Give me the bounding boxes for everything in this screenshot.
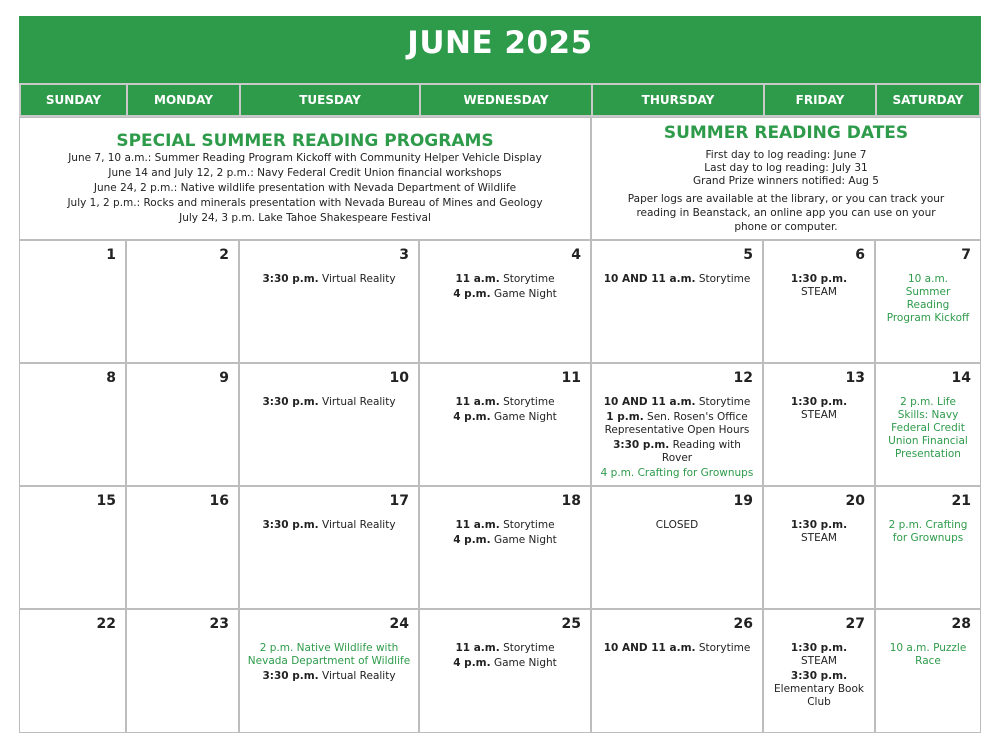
day-events <box>876 273 980 327</box>
day-events <box>592 273 762 288</box>
day-cell <box>239 363 419 486</box>
dates-line: First day to log reading: June 7 <box>705 149 867 161</box>
programs-title: SPECIAL SUMMER READING PROGRAMS <box>116 131 494 151</box>
day-events <box>420 396 590 426</box>
event-time: 3:30 p.m. <box>790 670 848 682</box>
event-text: STEAM <box>801 409 837 421</box>
event-item <box>246 642 412 668</box>
event-time: 1:30 p.m. <box>790 519 848 531</box>
day-events <box>592 519 762 534</box>
day-number: 10 <box>389 370 409 386</box>
event-time: 11 a.m. <box>455 273 500 285</box>
day-cell <box>126 486 239 609</box>
day-cell <box>591 609 763 733</box>
day-number: 22 <box>96 616 116 632</box>
event-time: 11 a.m. <box>455 396 500 408</box>
program-line: June 24, 2 p.m.: Native wildlife presentation with Nevada Department of Wildlife <box>93 182 517 194</box>
event-text: Game Night <box>490 657 557 669</box>
event-item <box>598 519 756 532</box>
dates-line: Grand Prize winners notified: Aug 5 <box>693 175 879 187</box>
day-cell <box>126 240 239 363</box>
event-item <box>426 657 584 670</box>
day-number: 16 <box>209 493 229 509</box>
event-item <box>774 519 864 545</box>
event-item <box>774 273 864 299</box>
day-number: 20 <box>845 493 865 509</box>
event-text: Storytime <box>695 273 751 285</box>
event-text: 4 p.m. Crafting for Grownups <box>600 467 754 479</box>
program-line: July 1, 2 p.m.: Rocks and minerals presentation with Nevada Bureau of Mines and Geology <box>67 197 543 209</box>
day-cell <box>19 609 126 733</box>
day-cell <box>419 609 591 733</box>
day-events <box>240 642 418 685</box>
event-time: 10 AND 11 a.m. <box>603 273 696 285</box>
day-events <box>764 396 874 424</box>
day-cell <box>239 240 419 363</box>
day-events <box>240 519 418 534</box>
event-item <box>426 273 584 286</box>
day-events <box>764 519 874 547</box>
event-time: 3:30 p.m. <box>262 396 319 408</box>
day-events <box>592 396 762 482</box>
event-text: STEAM <box>801 655 837 667</box>
day-number: 25 <box>561 616 581 632</box>
day-number: 1 <box>106 247 116 263</box>
event-time: 3:30 p.m. <box>613 439 670 451</box>
day-number: 17 <box>389 493 409 509</box>
day-cell <box>875 363 981 486</box>
event-item <box>774 642 864 668</box>
day-number: 3 <box>399 247 409 263</box>
event-item <box>598 411 756 437</box>
day-cell <box>763 240 875 363</box>
day-number: 23 <box>209 616 229 632</box>
day-events <box>764 273 874 301</box>
event-time: 10 AND 11 a.m. <box>603 642 696 654</box>
event-time: 4 p.m. <box>453 288 491 300</box>
event-item <box>886 396 970 461</box>
day-number: 12 <box>733 370 753 386</box>
event-time: 4 p.m. <box>453 411 491 423</box>
calendar-title <box>19 16 981 83</box>
event-time: 11 a.m. <box>455 642 500 654</box>
day-cell <box>875 486 981 609</box>
event-time: 1:30 p.m. <box>790 396 848 408</box>
day-cell <box>19 363 126 486</box>
event-item <box>598 439 756 465</box>
day-cell <box>126 609 239 733</box>
day-cell <box>239 609 419 733</box>
event-text: Virtual Reality <box>318 670 396 682</box>
day-number: 26 <box>733 616 753 632</box>
event-item <box>426 519 584 532</box>
weekday-friday: FRIDAY <box>763 83 875 117</box>
event-time: 3:30 p.m. <box>262 273 319 285</box>
event-item <box>426 534 584 547</box>
day-events <box>876 396 980 463</box>
event-text: Virtual Reality <box>318 396 396 408</box>
event-item <box>598 642 756 655</box>
day-number: 4 <box>571 247 581 263</box>
event-time: 11 a.m. <box>455 519 500 531</box>
event-item <box>886 273 970 325</box>
event-text: CLOSED <box>655 519 699 531</box>
weekday-header-row <box>19 83 981 117</box>
event-item <box>246 519 412 532</box>
event-time: 4 p.m. <box>453 534 491 546</box>
day-events <box>876 642 980 670</box>
day-number: 27 <box>845 616 865 632</box>
program-line: July 24, 3 p.m. Lake Tahoe Shakespeare Festival <box>179 212 431 224</box>
event-text: Game Night <box>490 534 557 546</box>
dates-title: SUMMER READING DATES <box>663 123 909 143</box>
summer-programs-box <box>19 117 591 240</box>
event-text: Storytime <box>499 519 555 531</box>
weekday-tuesday: TUESDAY <box>239 83 419 117</box>
event-item <box>598 273 756 286</box>
day-number: 15 <box>96 493 116 509</box>
event-text: Virtual Reality <box>318 273 396 285</box>
calendar-grid <box>19 83 981 733</box>
event-text: STEAM <box>801 286 837 298</box>
day-number: 5 <box>743 247 753 263</box>
event-item <box>426 642 584 655</box>
event-text: 2 p.m. Crafting for Grownups <box>888 519 968 544</box>
day-events <box>876 519 980 547</box>
program-line: June 14 and July 12, 2 p.m.: Navy Federal Credit Union financial workshops <box>108 167 502 179</box>
day-cell <box>419 486 591 609</box>
event-text: 10 a.m. Puzzle Race <box>889 642 967 667</box>
day-cell <box>126 363 239 486</box>
event-item <box>426 396 584 409</box>
day-number: 9 <box>219 370 229 386</box>
event-item <box>426 411 584 424</box>
event-item <box>246 273 412 286</box>
event-text: Elementary Book Club <box>774 683 864 708</box>
weekday-monday: MONDAY <box>126 83 239 117</box>
day-cell <box>591 486 763 609</box>
event-item <box>426 288 584 301</box>
day-cell <box>591 240 763 363</box>
event-time: 1:30 p.m. <box>790 273 848 285</box>
event-item <box>246 396 412 409</box>
event-item <box>246 670 412 683</box>
day-events <box>420 273 590 303</box>
program-line: June 7, 10 a.m.: Summer Reading Program Kickoff with Community Helper Vehicle Display <box>68 152 542 164</box>
summer-dates-box <box>591 117 981 240</box>
day-number: 6 <box>855 247 865 263</box>
month-title: JUNE 2025 <box>407 25 593 61</box>
day-number: 18 <box>561 493 581 509</box>
day-number: 24 <box>389 616 409 632</box>
event-time: 3:30 p.m. <box>262 670 319 682</box>
weekday-wednesday: WEDNESDAY <box>419 83 591 117</box>
day-number: 2 <box>219 247 229 263</box>
weekday-sunday: SUNDAY <box>19 83 126 117</box>
weekday-thursday: THURSDAY <box>591 83 763 117</box>
day-events <box>592 642 762 657</box>
event-item <box>774 396 864 422</box>
event-item <box>886 642 970 668</box>
event-item <box>774 670 864 709</box>
day-number: 21 <box>951 493 971 509</box>
day-cell <box>19 486 126 609</box>
day-cell <box>19 240 126 363</box>
day-number: 7 <box>961 247 971 263</box>
day-number: 13 <box>845 370 865 386</box>
event-text: Sen. Rosen's Office Representative Open Hours <box>604 411 750 436</box>
event-item <box>598 467 756 480</box>
day-cell <box>875 609 981 733</box>
day-cell <box>763 609 875 733</box>
event-item <box>598 396 756 409</box>
event-text: Reading with Rover <box>661 439 741 464</box>
event-text: 2 p.m. Native Wildlife with Nevada Department of Wildlife <box>247 642 411 667</box>
event-text: Game Night <box>490 288 557 300</box>
day-number: 11 <box>561 370 581 386</box>
day-cell <box>591 363 763 486</box>
event-text: Virtual Reality <box>318 519 396 531</box>
day-cell <box>239 486 419 609</box>
day-cell <box>875 240 981 363</box>
dates-line: Last day to log reading: July 31 <box>704 162 868 174</box>
day-number: 14 <box>951 370 971 386</box>
dates-note: Paper logs are available at the library, or you can track your reading in Beanstack, an online app you can use on your phone or computer. <box>627 193 945 233</box>
event-time: 4 p.m. <box>453 657 491 669</box>
event-text: Storytime <box>499 396 555 408</box>
event-text: 10 a.m. Summer Reading Program Kickoff <box>886 273 970 324</box>
event-text: 2 p.m. Life Skills: Navy Federal Credit Union Financial Presentation <box>888 396 968 460</box>
event-time: 3:30 p.m. <box>262 519 319 531</box>
day-number: 28 <box>951 616 971 632</box>
day-events <box>240 273 418 288</box>
event-time: 10 AND 11 a.m. <box>603 396 696 408</box>
event-text: Storytime <box>499 273 555 285</box>
day-events <box>420 642 590 672</box>
day-number: 8 <box>106 370 116 386</box>
day-events <box>420 519 590 549</box>
day-cell <box>419 240 591 363</box>
day-number: 19 <box>733 493 753 509</box>
event-time: 1 p.m. <box>606 411 644 423</box>
day-cell <box>763 363 875 486</box>
event-text: Storytime <box>695 396 751 408</box>
day-events <box>240 396 418 411</box>
day-cell <box>763 486 875 609</box>
day-cell <box>419 363 591 486</box>
event-item <box>886 519 970 545</box>
event-text: Storytime <box>499 642 555 654</box>
event-time: 1:30 p.m. <box>790 642 848 654</box>
day-events <box>764 642 874 711</box>
weekday-saturday: SATURDAY <box>875 83 981 117</box>
event-text: Game Night <box>490 411 557 423</box>
event-text: STEAM <box>801 532 837 544</box>
event-text: Storytime <box>695 642 751 654</box>
